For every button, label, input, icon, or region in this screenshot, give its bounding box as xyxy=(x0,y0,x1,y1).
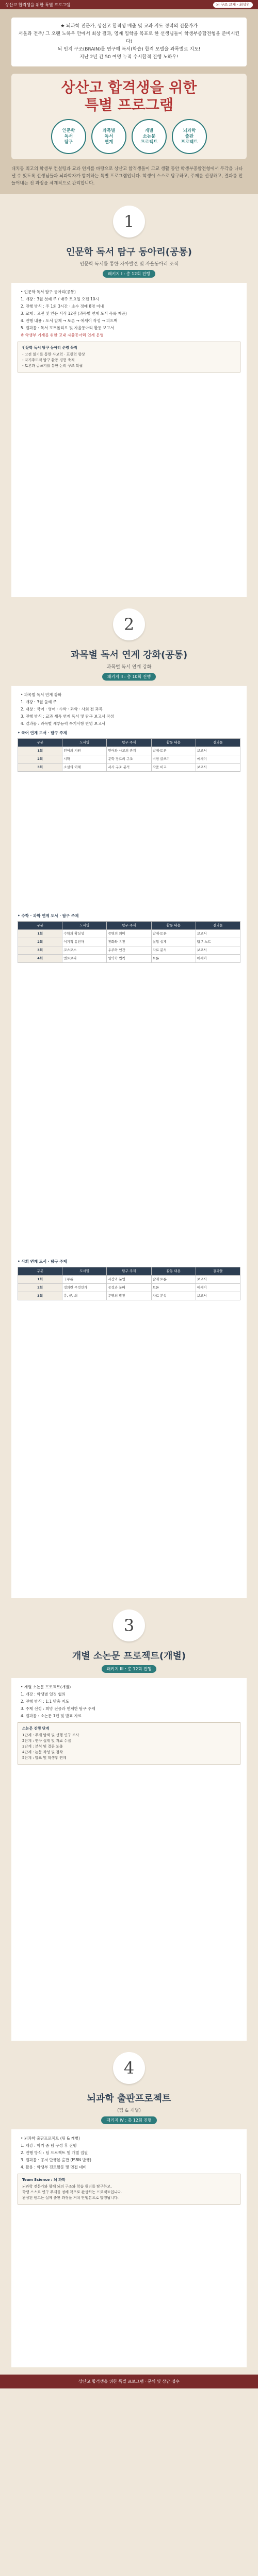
table-cell: 비평 글쓰기 xyxy=(151,755,196,764)
section-line: 1. 개강 : 3월 둘째 주 xyxy=(21,700,57,704)
hero-intro-line: 서울과 전주/ 그 오랜 노하우 안에서 최상 결과, 영재 입학을 목표로 한 선생님들이 학생부종합전형을 준비시킨다! xyxy=(18,31,240,44)
section-1-panel xyxy=(11,283,247,597)
info-box-line: 4단계 : 논문 작성 및 첨삭 xyxy=(22,1750,63,1754)
table-header-cell: 결과물 xyxy=(196,922,240,930)
table-caption: • 국어 연계 도서 · 탐구 주제 xyxy=(18,731,67,735)
section-line: 3. 주제 선정 : 희망 전공과 연계한 탐구 주제 xyxy=(21,1706,95,1711)
hero-intro-line: 지난 2년 간 50 여명 누적 수시합격 진행 노하우! xyxy=(79,55,179,60)
table-cell: 1회 xyxy=(18,930,62,938)
section-badge: 패키지 II : 총 10회 진행 xyxy=(102,673,156,681)
section-2-panel xyxy=(11,686,247,1598)
info-box-line: - 자기주도적 탐구 활동 경험 축적 xyxy=(22,358,75,362)
table-cell: 총, 균, 쇠 xyxy=(62,1292,107,1300)
section-line: 2. 대상 : 국어 · 영어 · 수학 · 과학 · 사회 전 과목 xyxy=(21,707,103,711)
section-line: • 개별 소논문 프로젝트(개별) xyxy=(21,1685,71,1689)
info-box-line: 완성된 원고는 실제 출판 과정을 거쳐 단행본으로 발행됩니다. xyxy=(22,2196,119,2200)
hero-title-line1: 상산고 합격생을 위한 xyxy=(61,79,197,96)
table-header-cell: 활동 내용 xyxy=(151,922,196,930)
table-cell: 시학 xyxy=(62,755,107,764)
section-number: 4 xyxy=(113,2052,145,2084)
section-line: • 인문학 독서 탐구 동아리(공통) xyxy=(21,290,76,294)
program-circle: 인문학 독서 탐구 xyxy=(51,119,86,154)
table-cell: 공정과 분배 xyxy=(107,1284,151,1292)
table-cell: 열역학 법칙 xyxy=(107,955,151,963)
info-box-line: 뇌과학 전문가와 함께 뇌의 구조와 학습 원리를 탐구하고, xyxy=(22,2184,112,2189)
table-row xyxy=(18,1276,240,1284)
table-row xyxy=(18,755,240,764)
info-box-title: 인문학 독서 탐구 동아리 운영 목적 xyxy=(22,346,77,350)
section-line: 1. 개강 : 학기 중 팀 구성 후 진행 xyxy=(21,2143,77,2148)
info-box-title: 소논문 진행 단계 xyxy=(22,1726,50,1731)
info-box xyxy=(18,2174,240,2205)
table-header-cell: 결과물 xyxy=(196,1267,240,1276)
topbar-badge: 뇌 구조 교재 · 최상위 xyxy=(213,2,253,8)
hero-title-box xyxy=(11,74,247,159)
info-box-line: 학생 스스로 연구 주제를 정해 책으로 완성하는 프로젝트입니다. xyxy=(22,2190,122,2194)
section-line: 1. 개강 : 학생별 일정 협의 xyxy=(21,1692,66,1697)
section-title: 뇌과학 출판프로젝트 xyxy=(87,2093,171,2104)
info-box-line: - 고전 읽기를 통한 사고력 · 표현력 향상 xyxy=(22,352,85,357)
table-cell: 실험 설계 xyxy=(151,938,196,946)
table-cell: 3회 xyxy=(18,1292,62,1300)
table-cell: 자료 분석 xyxy=(151,1292,196,1300)
section-line: 4. 진행 내용 : 도서 발제 → 토론 → 에세이 작성 → 피드백 xyxy=(21,318,118,323)
section-subtitle: 과목별 독서 연계 강화 xyxy=(106,665,152,670)
hero-intro-line: ★ 뇌과학 전문가, 상산고 합격생 배출 및 교과 지도 경력의 전문가가 xyxy=(60,24,198,29)
section-3-header xyxy=(0,1598,258,1678)
table-row xyxy=(18,764,240,772)
table-cell: 토론 xyxy=(151,1284,196,1292)
table-header-cell: 구분 xyxy=(18,1267,62,1276)
table-row xyxy=(18,1284,240,1292)
section-number: 3 xyxy=(113,1609,145,1641)
info-box xyxy=(18,1722,240,1765)
section-number: 2 xyxy=(113,608,145,640)
table-row xyxy=(18,955,240,963)
table-cell: 2회 xyxy=(18,938,62,946)
table-cell: 언어와 사고의 관계 xyxy=(107,747,151,755)
table-cell: 보고서 xyxy=(196,747,240,755)
table-header-cell: 결과물 xyxy=(196,739,240,747)
table-cell: 엔트로피 xyxy=(62,955,107,963)
table-cell: 시장과 분업 xyxy=(107,1276,151,1284)
hero-intro xyxy=(11,18,247,66)
table-cell: 발제·토론 xyxy=(151,1276,196,1284)
table-cell: 문명의 발전 xyxy=(107,1292,151,1300)
table-cell: 보고서 xyxy=(196,1292,240,1300)
section-subtitle: (팀 & 개별) xyxy=(117,2108,141,2113)
section-line: 2. 진행 방식 : 팀 프로젝트 및 개별 집필 xyxy=(21,2150,88,2155)
table-header-cell: 활동 내용 xyxy=(151,739,196,747)
table-cell: 보고서 xyxy=(196,930,240,938)
table-cell: 1회 xyxy=(18,1276,62,1284)
program-circle: 개별 소논문 프로젝트 xyxy=(132,119,167,154)
table-header-cell: 탐구 주제 xyxy=(107,1267,151,1276)
section-1-header xyxy=(0,194,258,283)
info-box-title: Team Science : 뇌 과학 xyxy=(22,2178,66,2182)
table-row xyxy=(18,946,240,955)
table-row xyxy=(18,1292,240,1300)
info-box-line: 1단계 : 주제 탐색 및 선행 연구 조사 xyxy=(22,1733,79,1737)
info-box-line: 2단계 : 연구 설계 및 자료 수집 xyxy=(22,1739,71,1743)
table-row xyxy=(18,938,240,946)
hero-title-line2: 특별 프로그램 xyxy=(84,96,174,113)
section-line: • 과목별 독서 연계 강화 xyxy=(21,692,62,697)
footer: 상산고 합격생을 위한 특별 프로그램 · 문의 및 상담 접수 xyxy=(0,2375,258,2388)
reading-table xyxy=(18,738,240,772)
reading-table xyxy=(18,1267,240,1300)
table-caption: • 사회 연계 도서 · 탐구 주제 xyxy=(18,1259,67,1264)
section-line: 2. 진행 방식 : 주 1회 3시간 · 소수 정예 8명 이내 xyxy=(21,304,104,309)
table-header-cell: 탐구 주제 xyxy=(107,922,151,930)
info-box-line: 5단계 : 발표 및 학생부 연계 xyxy=(22,1756,67,1760)
table-cell: 2회 xyxy=(18,1284,62,1292)
table-cell: 진화와 유전 xyxy=(107,938,151,946)
program-circles xyxy=(14,119,244,154)
table-cell: 4회 xyxy=(18,955,62,963)
info-box-line: 3단계 : 분석 및 결론 도출 xyxy=(22,1744,63,1749)
table-header-row xyxy=(18,1267,240,1276)
table-header-row xyxy=(18,739,240,747)
section-number: 1 xyxy=(113,206,145,238)
table-cell: 서사 구조 분석 xyxy=(107,764,151,772)
table-cell: 언어의 기원 xyxy=(62,747,107,755)
topbar-title: 상산고 합격생을 위한 특별 프로그램 xyxy=(5,2,71,7)
section-line: 3. 교재 : 고전 및 인문 서적 12권 (과목별 연계 도서 목록 제공) xyxy=(21,311,127,316)
section-4-header xyxy=(0,2041,258,2129)
section-title: 인문학 독서 탐구 동아리(공통) xyxy=(66,247,192,258)
section-title: 과목별 독서 연계 강화(공통) xyxy=(70,650,188,660)
table-header-cell: 구분 xyxy=(18,922,62,930)
table-cell: 정의란 무엇인가 xyxy=(62,1284,107,1292)
section-badge: 패키지 I : 총 12회 진행 xyxy=(103,270,155,278)
table-cell: 보고서 xyxy=(196,764,240,772)
hero-intro-line: 뇌 인지 구조(BRAIN)를 연구해 독서(학습) 합격 모델을 과목별로 지도! xyxy=(57,47,201,52)
table-header-cell: 도서명 xyxy=(62,1267,107,1276)
table-cell: 토론 xyxy=(151,955,196,963)
table-header-cell: 활동 내용 xyxy=(151,1267,196,1276)
table-caption: • 수학 · 과학 연계 도서 · 탐구 주제 xyxy=(18,913,79,918)
section-2-header xyxy=(0,597,258,686)
table-cell: 에세이 xyxy=(196,1284,240,1292)
table-row xyxy=(18,747,240,755)
hero xyxy=(0,9,258,194)
info-box-line: - 토론과 글쓰기를 통한 논리 구조 확립 xyxy=(22,364,83,368)
section-line: 4. 활용 : 학생부 진로활동 및 면접 대비 xyxy=(21,2165,87,2170)
table-cell: 보고서 xyxy=(196,946,240,955)
table-cell: 수학의 확실성 xyxy=(62,930,107,938)
section-3-panel xyxy=(11,1678,247,2041)
info-box xyxy=(18,342,240,372)
table-cell: 탐구 노트 xyxy=(196,938,240,946)
program-circle: 과목별 독서 연계 xyxy=(91,119,126,154)
table-cell: 소설의 이해 xyxy=(62,764,107,772)
section-badge: 패키지 IV : 총 12회 진행 xyxy=(101,2116,157,2124)
table-cell: 우주와 인간 xyxy=(107,946,151,955)
table-header-row xyxy=(18,922,240,930)
table-cell: 작품 비교 xyxy=(151,764,196,772)
table-cell: 발제·토론 xyxy=(151,747,196,755)
table-cell: 증명의 의미 xyxy=(107,930,151,938)
program-circle: 뇌과학 출판 프로젝트 xyxy=(172,119,207,154)
table-cell: 국부론 xyxy=(62,1276,107,1284)
section-subtitle: 인문학 독서를 통한 자아발견 및 자율동아리 조직 xyxy=(79,262,179,267)
table-header-cell: 도서명 xyxy=(62,739,107,747)
top-bar xyxy=(0,0,258,9)
table-cell: 3회 xyxy=(18,946,62,955)
section-line: 2. 진행 방식 : 1:1 맞춤 지도 xyxy=(21,1699,70,1704)
section-line: • 뇌과학 출판프로젝트 (팀 & 개별) xyxy=(21,2136,80,2141)
section-line: 5. 결과물 : 독서 포트폴리오 및 자율동아리 활동 보고서 xyxy=(21,326,114,330)
hero-description: 대치동 최고의 학생부 컨설팅과 교과 연계를 바탕으로 상산고 합격생들이 고교 생활 동안 학생부종합전형에서 두각을 나타낼 수 있도록 선생님들과 뇌과학자가 함께하는 특별 프로그램입니다. 학생이 스스로 탐구하고, 주제를 선정하고, 결과를 만들어내는 전 과정을 체계적으로 관리합니다. xyxy=(11,166,243,186)
table-cell: 코스모스 xyxy=(62,946,107,955)
table-header-cell: 구분 xyxy=(18,739,62,747)
section-4-panel xyxy=(11,2129,247,2367)
table-cell: 자료 분석 xyxy=(151,946,196,955)
section-title: 개별 소논문 프로젝트(개별) xyxy=(72,1651,186,1662)
table-row xyxy=(18,930,240,938)
section-badge: 패키지 III : 총 12회 진행 xyxy=(102,1665,157,1673)
section-line: 3. 진행 방식 : 교과 세특 연계 독서 및 탐구 보고서 작성 xyxy=(21,714,114,719)
table-header-cell: 탐구 주제 xyxy=(107,739,151,747)
table-cell: 이기적 유전자 xyxy=(62,938,107,946)
table-cell: 1회 xyxy=(18,747,62,755)
table-cell: 보고서 xyxy=(196,1276,240,1284)
section-note: ※ 학생부 기재를 위한 교내 자율동아리 연계 운영 xyxy=(21,333,104,337)
table-cell: 에세이 xyxy=(196,755,240,764)
section-line: 4. 결과물 : 소논문 1편 및 발표 자료 xyxy=(21,1714,82,1718)
table-cell: 발제·토론 xyxy=(151,930,196,938)
reading-table xyxy=(18,921,240,963)
table-cell: 2회 xyxy=(18,755,62,764)
section-line: 3. 결과물 : 공저 단행본 출판 (ISBN 발행) xyxy=(21,2158,91,2162)
table-cell: 3회 xyxy=(18,764,62,772)
section-line: 4. 결과물 : 과목별 세부능력 특기사항 반영 보고서 xyxy=(21,721,106,726)
table-cell: 에세이 xyxy=(196,955,240,963)
table-cell: 문학 장르의 구조 xyxy=(107,755,151,764)
section-line: 1. 개강 : 3월 첫째 주 / 매주 토요일 오전 10시 xyxy=(21,297,99,301)
table-header-cell: 도서명 xyxy=(62,922,107,930)
